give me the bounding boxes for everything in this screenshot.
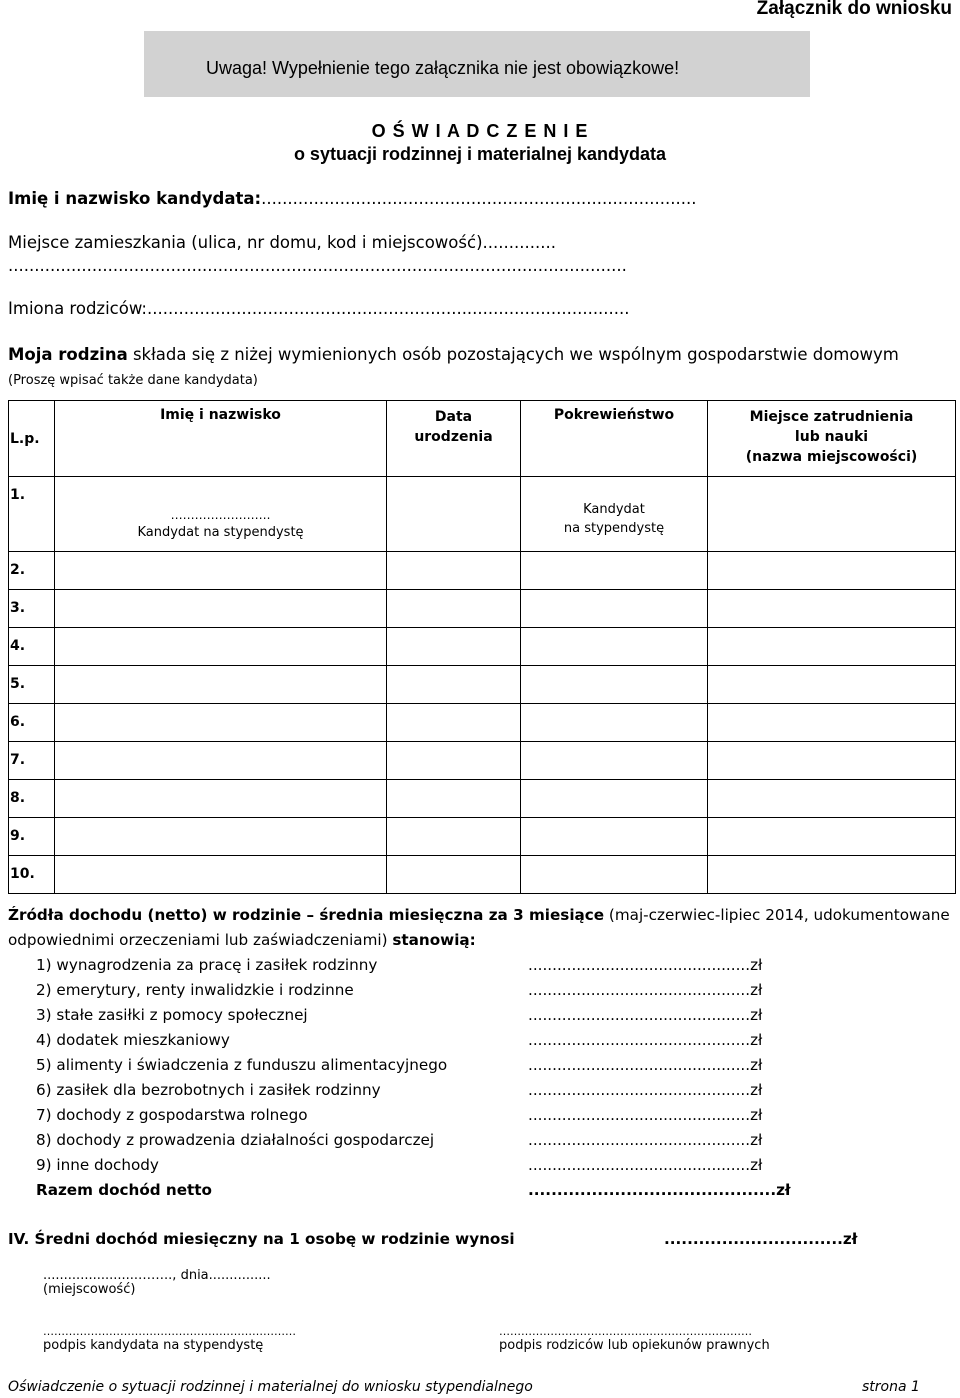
family-intro-note: (Proszę wpisać także dane kandydata) [8,373,258,388]
income-label: 6) zasiłek dla bezrobotnych i zasiłek rodzinny [36,1081,381,1099]
income-row [36,1081,936,1106]
candidate-name-label: Imię i nazwisko kandydata: [8,189,262,208]
parents-signature-line[interactable]: …………………………………………………………… [499,1325,752,1338]
income-total-label: Razem dochód netto [36,1181,212,1199]
income-label: 5) alimenty i świadczenia z funduszu alimentacyjnego [36,1056,448,1074]
income-total-field[interactable]: ...........................................zł [528,1181,791,1199]
address-dots-1[interactable]: .............. [482,233,556,252]
table-row [9,856,956,894]
header-name: Imię i nazwisko [55,401,387,477]
income-amount-field[interactable]: ..............................................zł [528,981,763,999]
income-amount-field[interactable]: ..............................................zł [528,956,763,974]
average-income-field[interactable]: ...............................zł [664,1230,858,1248]
address-field[interactable] [8,233,556,252]
income-row [36,1006,936,1031]
document-subtitle: o sytuacji rodzinnej i materialnej kandydata [293,144,667,164]
row-relation-cell[interactable]: Kandydat na stypendystę [521,477,708,552]
row-number: 3. [9,590,55,628]
income-amount-field[interactable]: ..............................................zł [528,1131,763,1149]
row-number: 6. [9,704,55,742]
row-number: 8. [9,780,55,818]
income-total-row [36,1181,936,1206]
row-number: 2. [9,552,55,590]
address-label: Miejsce zamieszkania (ulica, nr domu, kod i miejscowość) [8,233,483,252]
header-workplace: Miejsce zatrudnienia lub nauki (nazwa miejscowości) [708,401,956,477]
income-header: Źródła dochodu (netto) w rodzinie – średnia miesięczna za 3 miesiące (maj-czerwiec-lipiec 2014, udokumentowane odpowiednimi orzeczeniami lub zaświadczeniami) stanowią: [8,906,950,949]
table-row [9,590,956,628]
row-birth-cell[interactable] [387,477,521,552]
candidate-name-field[interactable] [8,189,696,208]
income-row [36,956,936,981]
document-title: O Ś W I A D C Z E N I E [371,121,589,141]
place-label: (miejscowość) [43,1282,136,1297]
place-date-line[interactable]: .......................…….., dnia............... [43,1268,271,1283]
row-number: 10. [9,856,55,894]
income-label: 9) inne dochody [36,1156,159,1174]
candidate-name-dots[interactable]: ................................................................................... [261,189,697,208]
footer-text: Oświadczenie o sytuacji rodzinnej i materialnej do wniosku stypendialnego [8,1379,533,1395]
income-amount-field[interactable]: ..............................................zł [528,1031,763,1049]
income-label: 1) wynagrodzenia za pracę i zasiłek rodzinny [36,956,378,974]
income-amount-field[interactable]: ..............................................zł [528,1081,763,1099]
table-header-row [9,401,956,477]
header-birth-date: Data urodzenia [387,401,521,477]
family-intro-bold: Moja rodzina [8,345,128,364]
income-row [36,981,936,1006]
footer-page-number: strona 1 [862,1379,920,1395]
row-workplace-cell[interactable] [708,477,956,552]
notice-box [144,31,810,97]
table-row [9,477,956,552]
parents-signature-label: podpis rodziców lub opiekunów prawnych [499,1338,770,1353]
parents-names-field[interactable] [8,299,630,318]
row-number: 7. [9,742,55,780]
average-income-row [8,1230,938,1248]
family-intro [8,343,948,393]
row-name-cell[interactable] [55,477,387,552]
family-intro-text: składa się z niżej wymienionych osób pozostających we wspólnym gospodarstwie domowym [127,345,899,364]
income-label: 2) emerytury, renty inwalidzkie i rodzinne [36,981,354,999]
table-row [9,818,956,856]
parents-dots[interactable]: ............................................................................................ [147,299,630,318]
table-row [9,742,956,780]
notice-text: Uwaga! Wypełnienie tego załącznika nie jest obowiązkowe! [206,58,680,78]
candidate-signature-label: podpis kandydata na stypendystę [43,1338,264,1353]
income-row [36,1131,936,1156]
income-label: 4) dodatek mieszkaniowy [36,1031,230,1049]
header-lp: L.p. [9,401,55,477]
row-number: 9. [9,818,55,856]
row-number: 4. [9,628,55,666]
income-amount-field[interactable]: ..............................................zł [528,1106,763,1124]
candidate-signature-line[interactable]: …………………………………………………………… [43,1325,296,1338]
row-number: 1. [9,477,55,552]
income-label: 7) dochody z gospodarstwa rolnego [36,1106,308,1124]
family-table [8,400,956,894]
income-row [36,1156,936,1181]
header-relation: Pokrewieństwo [521,401,708,477]
income-row [36,1031,936,1056]
table-row [9,628,956,666]
income-label: 3) stałe zasiłki z pomocy społecznej [36,1006,308,1024]
name-note: Kandydat na stypendystę [137,525,304,540]
parents-label: Imiona rodziców: [8,299,147,318]
income-section [8,903,953,953]
income-amount-field[interactable]: ..............................................zł [528,1056,763,1074]
table-row [9,704,956,742]
name-dots: ……………………. [170,508,271,522]
table-row [9,780,956,818]
income-row [36,1056,936,1081]
attachment-title: Załącznik do wniosku [756,0,952,19]
table-row [9,666,956,704]
address-dots-line[interactable]: ...................................................................................................................... [8,256,627,275]
table-row [9,552,956,590]
income-amount-field[interactable]: ..............................................zł [528,1006,763,1024]
average-income-label: IV. Średni dochód miesięczny na 1 osobę w rodzinie wynosi [8,1230,515,1248]
income-amount-field[interactable]: ..............................................zł [528,1156,763,1174]
income-label: 8) dochody z prowadzenia działalności gospodarczej [36,1131,435,1149]
row-number: 5. [9,666,55,704]
income-row [36,1106,936,1131]
